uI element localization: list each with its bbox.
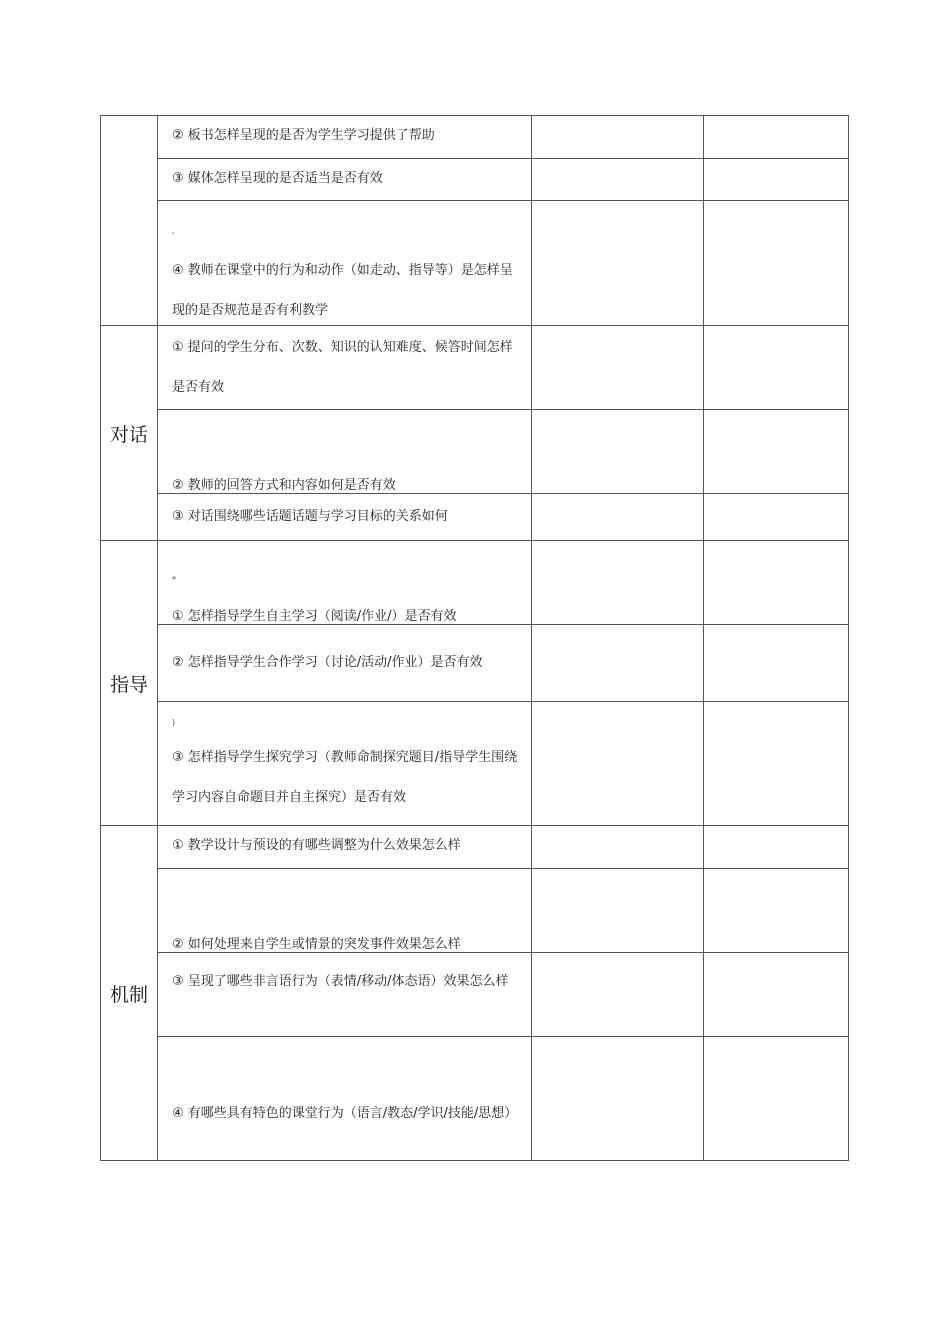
table-row bbox=[101, 410, 849, 494]
item-cell bbox=[158, 1037, 532, 1161]
record-cell[interactable] bbox=[532, 159, 704, 201]
table-row bbox=[101, 702, 849, 826]
table-row bbox=[101, 201, 849, 326]
item-cell bbox=[158, 410, 532, 494]
category-label-dialogue: 对话 bbox=[101, 326, 158, 541]
record-cell[interactable] bbox=[532, 494, 704, 541]
item-text: ① 教学设计与预设的有哪些调整为什么效果怎么样 bbox=[172, 838, 461, 853]
item-text: ② 如何处理来自学生或情景的突发事件效果怎么样 bbox=[172, 937, 461, 952]
record-cell[interactable] bbox=[532, 541, 704, 625]
comment-cell[interactable] bbox=[704, 869, 849, 953]
item-text: ① 提问的学生分布、次数、知识的认知难度、候答时间怎样是否有效 bbox=[172, 340, 513, 395]
table-row bbox=[101, 1037, 849, 1161]
record-cell[interactable] bbox=[532, 201, 704, 326]
table-row bbox=[101, 541, 849, 625]
record-cell[interactable] bbox=[532, 953, 704, 1037]
stray-mark: ' bbox=[172, 231, 175, 240]
comment-cell[interactable] bbox=[704, 116, 849, 159]
item-cell bbox=[158, 116, 532, 159]
item-text: ③ 对话围绕哪些话题话题与学习目标的关系如何 bbox=[172, 509, 448, 524]
comment-cell[interactable] bbox=[704, 702, 849, 826]
stray-mark: ) bbox=[172, 718, 176, 727]
comment-cell[interactable] bbox=[704, 410, 849, 494]
record-cell[interactable] bbox=[532, 116, 704, 159]
category-cell-presentation bbox=[101, 116, 158, 326]
table-row bbox=[101, 953, 849, 1037]
item-text: ③ 怎样指导学生探究学习（教师命制探究题目/指导学生围绕学习内容自命题目并自主探究）是否有效 bbox=[172, 750, 518, 805]
record-cell[interactable] bbox=[532, 702, 704, 826]
item-text: ① 怎样指导学生自主学习（阅读/作业/）是否有效 bbox=[172, 609, 457, 624]
item-text: ③ 媒体怎样呈现的是否适当是否有效 bbox=[172, 171, 383, 186]
record-cell[interactable] bbox=[532, 869, 704, 953]
stray-mark: * bbox=[172, 575, 176, 584]
item-cell bbox=[158, 953, 532, 1037]
item-cell bbox=[158, 869, 532, 953]
category-label-guidance: 指导 bbox=[101, 541, 158, 826]
comment-cell[interactable] bbox=[704, 201, 849, 326]
comment-cell[interactable] bbox=[704, 159, 849, 201]
item-cell bbox=[158, 702, 532, 826]
table-row bbox=[101, 326, 849, 410]
comment-cell[interactable] bbox=[704, 541, 849, 625]
comment-cell[interactable] bbox=[704, 1037, 849, 1161]
table-row bbox=[101, 116, 849, 159]
comment-cell[interactable] bbox=[704, 826, 849, 869]
table-row bbox=[101, 625, 849, 702]
record-cell[interactable] bbox=[532, 410, 704, 494]
record-cell[interactable] bbox=[532, 1037, 704, 1161]
item-text: ④ 有哪些具有特色的课堂行为（语言/教态/学识/技能/思想） bbox=[172, 1106, 518, 1121]
item-cell bbox=[158, 201, 532, 326]
record-cell[interactable] bbox=[532, 625, 704, 702]
item-cell bbox=[158, 159, 532, 201]
item-text: ② 板书怎样呈现的是否为学生学习提供了帮助 bbox=[172, 128, 435, 143]
item-cell bbox=[158, 625, 532, 702]
record-cell[interactable] bbox=[532, 326, 704, 410]
item-text: ② 教师的回答方式和内容如何是否有效 bbox=[172, 478, 396, 493]
comment-cell[interactable] bbox=[704, 326, 849, 410]
item-cell bbox=[158, 494, 532, 541]
table-row bbox=[101, 826, 849, 869]
item-text: ② 怎样指导学生合作学习（讨论/活动/作业）是否有效 bbox=[172, 655, 483, 670]
comment-cell[interactable] bbox=[704, 625, 849, 702]
item-cell bbox=[158, 541, 532, 625]
item-cell bbox=[158, 326, 532, 410]
table-row bbox=[101, 869, 849, 953]
observation-table bbox=[100, 115, 849, 1161]
comment-cell[interactable] bbox=[704, 953, 849, 1037]
item-cell bbox=[158, 826, 532, 869]
comment-cell[interactable] bbox=[704, 494, 849, 541]
table-row bbox=[101, 159, 849, 201]
table-row bbox=[101, 494, 849, 541]
category-label-mechanism: 机制 bbox=[101, 826, 158, 1161]
item-text: ③ 呈现了哪些非言语行为（表情/移动/体态语）效果怎么样 bbox=[172, 974, 509, 989]
item-text: ④ 教师在课堂中的行为和动作（如走动、指导等）是怎样呈现的是否规范是否有利教学 bbox=[172, 263, 513, 318]
record-cell[interactable] bbox=[532, 826, 704, 869]
